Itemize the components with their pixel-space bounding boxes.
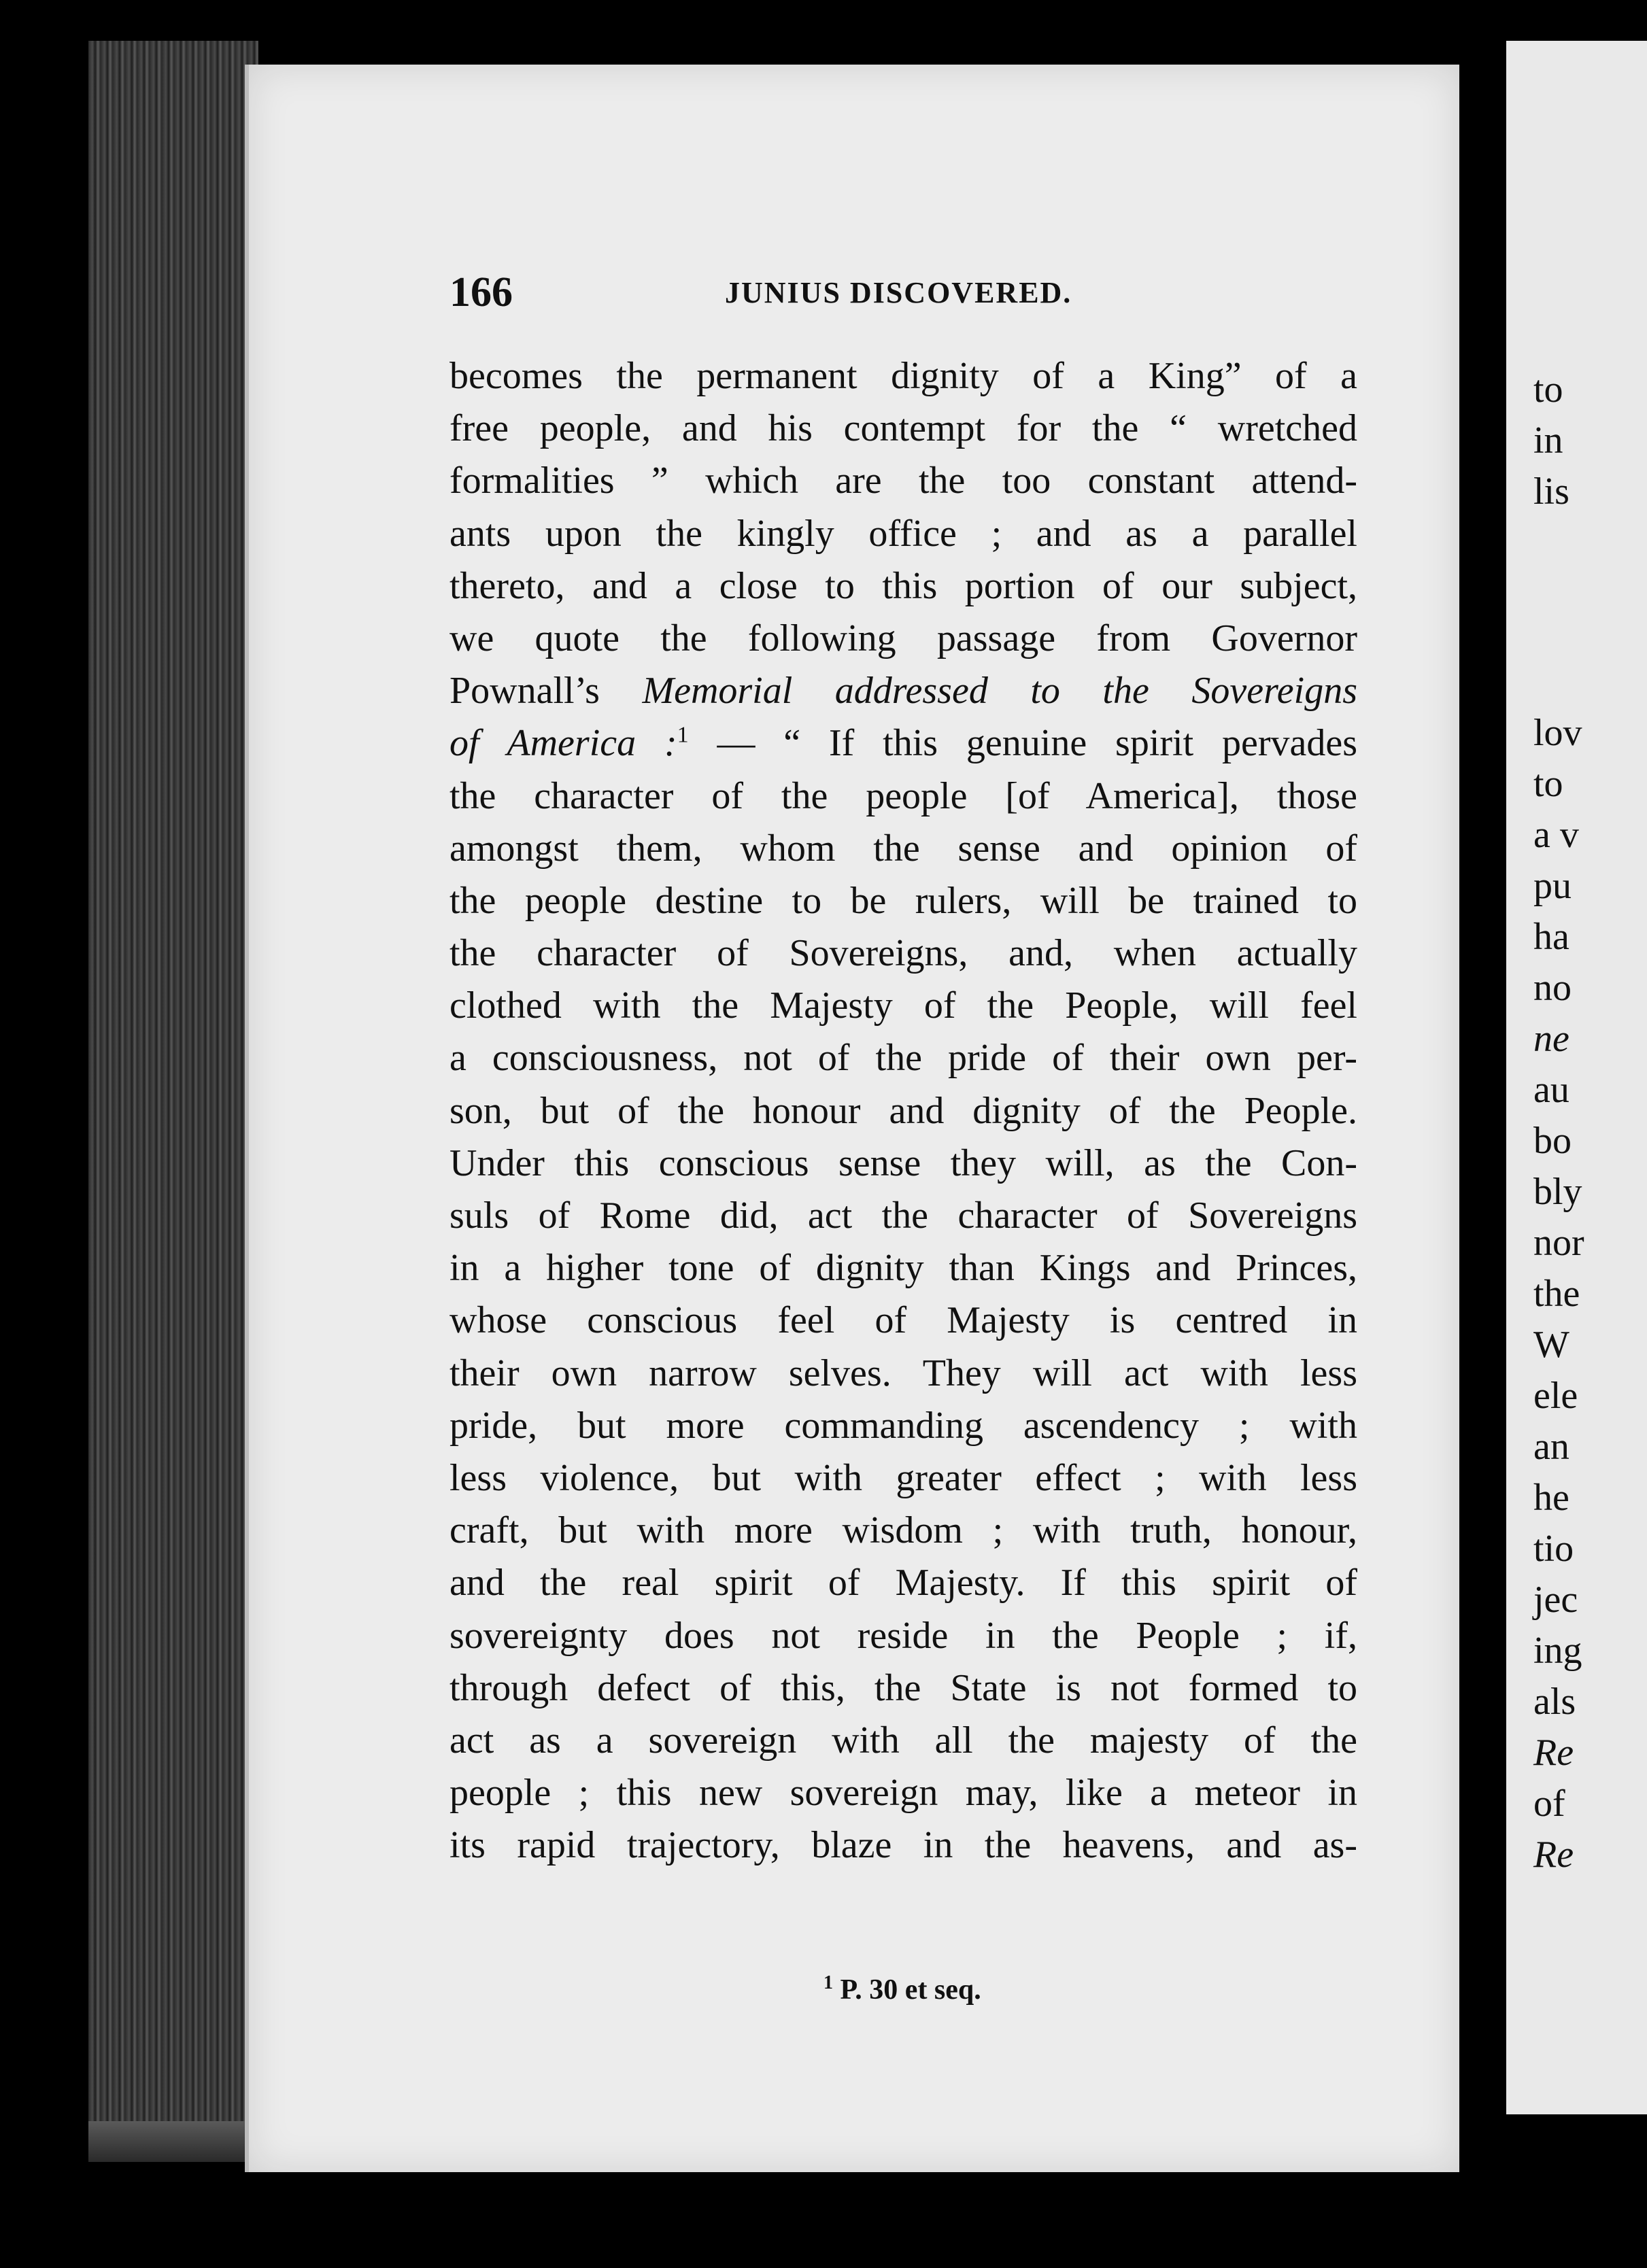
facing-text-fragment: jec — [1533, 1579, 1578, 1621]
text-line: through defect of this, the State is not formed to — [449, 1666, 1357, 1709]
facing-text-fragment: to — [1533, 763, 1563, 805]
text-line: the character of the people [of America], those — [449, 774, 1357, 817]
facing-text-fragment: the — [1533, 1273, 1580, 1315]
body-text — [449, 350, 1357, 1872]
facing-text-fragment: tio — [1533, 1528, 1574, 1570]
facing-text-fragment: he — [1533, 1477, 1569, 1519]
facing-text-fragment: ing — [1533, 1630, 1582, 1672]
facing-text-fragment: bly — [1533, 1171, 1582, 1213]
facing-text-fragment: no — [1533, 967, 1572, 1009]
facing-text-fragment: a v — [1533, 814, 1579, 856]
text-line: of America :$^1$ — “ If this genuine spirit pervades — [449, 722, 1357, 765]
footnote: $^1$ P. 30 et seq. — [824, 1972, 981, 2006]
facing-text-fragment: lis — [1533, 470, 1569, 513]
text-line: pride, but more commanding ascendency ; with — [449, 1404, 1357, 1447]
facing-text-fragment: in — [1533, 419, 1563, 462]
facing-text-fragment: ele — [1533, 1375, 1578, 1417]
facing-text-fragment: als — [1533, 1681, 1576, 1723]
text-line: amongst them, whom the sense and opinion of — [449, 827, 1357, 870]
text-line: free people, and his contempt for the “ wretched — [449, 407, 1357, 450]
italic-title: Memorial addressed to the Sovereigns — [642, 670, 1357, 712]
facing-text-fragment: pu — [1533, 865, 1572, 907]
text-line: the people destine to be rulers, will be trained to — [449, 879, 1357, 922]
facing-page-fragment — [1506, 41, 1647, 2114]
text-line: formalities ” which are the too constant attend- — [449, 460, 1357, 502]
text-line: the character of Sovereigns, and, when actually — [449, 932, 1357, 975]
text-line: and the real spirit of Majesty. If this spirit of — [449, 1562, 1357, 1604]
facing-text-fragment: to — [1533, 368, 1563, 411]
facing-text-fragment: bo — [1533, 1120, 1572, 1162]
text-line: act as a sovereign with all the majesty of the — [449, 1719, 1357, 1762]
text-line: sovereignty does not reside in the People ; if, — [449, 1614, 1357, 1657]
facing-text-fragment: nor — [1533, 1222, 1584, 1264]
text-line: people ; this new sovereign may, like a meteor in — [449, 1772, 1357, 1815]
text-line: suls of Rome did, act the character of Sovereigns — [449, 1195, 1357, 1237]
running-head: JUNIUS DISCOVERED. — [725, 276, 1072, 309]
facing-text-fragment: W — [1533, 1324, 1569, 1366]
text-line: son, but of the honour and dignity of the People. — [449, 1089, 1357, 1132]
page-header — [449, 269, 1354, 323]
facing-text-fragment: au — [1533, 1069, 1569, 1111]
footnote-marker: 1 — [677, 722, 689, 748]
text-line: Under this conscious sense they will, as the Con- — [449, 1141, 1357, 1184]
facing-text-fragment: an — [1533, 1426, 1569, 1468]
text-line: a consciousness, not of the pride of their own per- — [449, 1037, 1357, 1080]
page-stack-edge — [88, 41, 258, 2148]
facing-text-fragment: ha — [1533, 916, 1569, 958]
text-line: we quote the following passage from Governor — [449, 617, 1357, 659]
text-line: becomes the permanent dignity of a King” of a — [449, 355, 1357, 397]
text-line: clothed with the Majesty of the People, will feel — [449, 984, 1357, 1027]
footnote-marker: 1 — [824, 1972, 833, 1993]
facing-text-fragment: lov — [1533, 712, 1582, 754]
book-page — [245, 65, 1459, 2172]
text-line: its rapid trajectory, blaze in the heavens, and as- — [449, 1824, 1357, 1867]
facing-text-fragment: of — [1533, 1783, 1565, 1825]
facing-text-fragment: Re — [1533, 1732, 1574, 1774]
text-line: ants upon the kingly office ; and as a parallel — [449, 512, 1357, 555]
text-line: whose conscious feel of Majesty is centred in — [449, 1299, 1357, 1342]
page-number: 166 — [449, 269, 513, 315]
facing-text-fragment: ne — [1533, 1018, 1569, 1060]
text-line: craft, but with more wisdom ; with truth, honour, — [449, 1509, 1357, 1552]
facing-text-fragment: Re — [1533, 1834, 1574, 1876]
text-line: Pownall’s Memorial addressed to the Sovereigns — [449, 670, 1357, 712]
text-line: less violence, but with greater effect ; with less — [449, 1456, 1357, 1499]
text-line: thereto, and a close to this portion of our subject, — [449, 564, 1357, 607]
text-line: their own narrow selves. They will act with less — [449, 1352, 1357, 1394]
text-line: in a higher tone of dignity than Kings and Princes, — [449, 1247, 1357, 1290]
italic-title: of America : — [449, 722, 677, 765]
